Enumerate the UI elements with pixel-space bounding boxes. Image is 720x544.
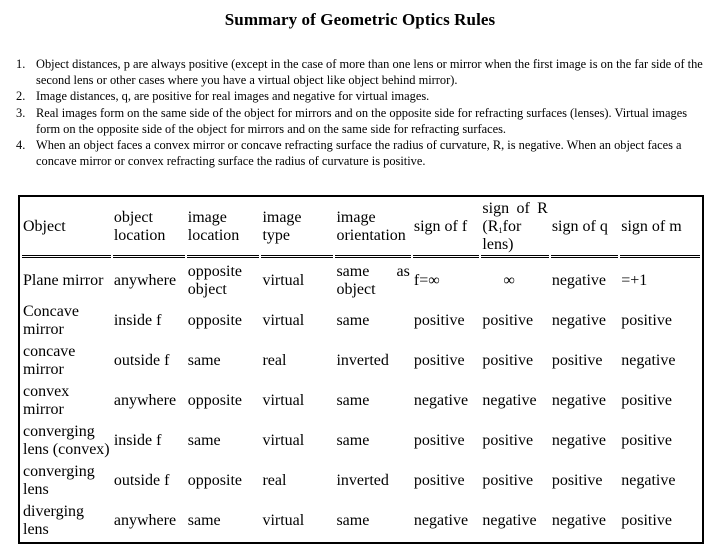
cell-image-location: same: [187, 512, 221, 529]
cell-sign-of-f: negative: [413, 392, 469, 409]
list-item-number: 3.: [16, 105, 26, 120]
table-row: [22, 462, 700, 500]
table-header-row: [22, 199, 700, 258]
list-item-text: Real images form on the same side of the object for mirrors and on the opposite side for refracting surfaces (lenses). Virtual images form on the opposite side of the object for mirrors and on the same side for refracting surfaces.: [36, 105, 688, 136]
cell-sign-of-m: positive: [621, 312, 672, 329]
optics-rules-table-frame: [18, 195, 704, 544]
list-item: [12, 88, 708, 104]
cell-object: Plane mirror: [23, 272, 104, 289]
cell-sign-of-r: positive: [482, 312, 534, 329]
cell-sign-of-m: =+1: [621, 272, 648, 289]
cell-image-orientation: inverted: [336, 472, 389, 489]
cell-object-location: inside f: [113, 312, 162, 329]
sign-of-r-subscript: 1: [498, 224, 503, 235]
optics-rules-table: [20, 197, 702, 542]
cell-image-location: same: [187, 432, 221, 449]
column-header-sign-of-m: sign of m: [620, 199, 700, 258]
cell-sign-of-q: negative: [551, 392, 607, 409]
column-header-sign-of-r: [481, 199, 548, 258]
column-header-image-location: image location: [187, 199, 260, 258]
cell-sign-of-f: positive: [413, 432, 465, 449]
cell-sign-of-r: positive: [482, 472, 534, 489]
cell-image-orientation: same: [336, 512, 370, 529]
page-title: Summary of Geometric Optics Rules: [224, 10, 496, 29]
cell-sign-of-m: positive: [621, 512, 672, 529]
cell-sign-of-f: f=∞: [413, 272, 440, 289]
table-row: [22, 382, 700, 420]
cell-object: convex mirror: [23, 383, 70, 418]
cell-object-location: anywhere: [113, 272, 177, 289]
list-item: [12, 137, 708, 169]
cell-sign-of-q: negative: [551, 512, 607, 529]
cell-object-location: outside f: [113, 472, 170, 489]
cell-object: converging lens: [23, 463, 95, 498]
cell-object: Concave mirror: [23, 303, 79, 338]
cell-sign-of-q: positive: [551, 472, 603, 489]
column-header-sign-of-q: sign of q: [551, 199, 618, 258]
cell-sign-of-f: positive: [413, 312, 465, 329]
cell-image-type: virtual: [262, 512, 305, 529]
cell-image-location: opposite: [187, 472, 242, 489]
cell-sign-of-q: negative: [551, 272, 607, 289]
cell-sign-of-q: negative: [551, 312, 607, 329]
table-row: [22, 260, 700, 300]
cell-sign-of-r: negative: [482, 392, 537, 409]
cell-object-location: outside f: [113, 352, 170, 369]
cell-image-type: virtual: [262, 392, 305, 409]
cell-object-location: anywhere: [113, 392, 177, 409]
table-row: [22, 342, 700, 380]
cell-object: converging lens (convex): [23, 423, 110, 458]
table-row: [22, 422, 700, 460]
sign-of-r-prefix: (R: [482, 218, 499, 235]
cell-image-type: real: [262, 472, 287, 489]
cell-object-location: inside f: [113, 432, 162, 449]
cell-sign-of-r: ∞: [503, 272, 515, 289]
cell-sign-of-q: negative: [551, 432, 607, 449]
cell-sign-of-f: negative: [413, 512, 469, 529]
cell-image-location: opposite: [187, 392, 242, 409]
cell-image-location: opposite: [187, 312, 242, 329]
cell-sign-of-r: positive: [482, 432, 534, 449]
sign-of-r-line3: lens): [482, 236, 514, 253]
list-item-text: Object distances, p are always positive (except in the case of more than one lens or mirror when the first image is on the far side of the second lens or other cases where you have a virtual object like object behind mirror).: [36, 57, 703, 88]
sign-of-r-for: for: [502, 218, 522, 235]
cell-object: diverging lens: [23, 503, 85, 538]
list-item-number: 2.: [16, 89, 26, 104]
cell-sign-of-q: positive: [551, 352, 603, 369]
cell-image-orientation: inverted: [336, 352, 389, 369]
rules-list: [12, 56, 708, 169]
cell-sign-of-r: negative: [482, 512, 537, 529]
list-item-text: Image distances, q, are positive for real images and negative for virtual images.: [36, 89, 430, 104]
cell-sign-of-m: negative: [621, 352, 676, 369]
cell-sign-of-f: positive: [413, 472, 465, 489]
cell-sign-of-m: negative: [621, 472, 676, 489]
cell-image-type: virtual: [262, 312, 305, 329]
table-row: [22, 302, 700, 340]
list-item-text: When an object faces a convex mirror or concave refracting surface the radius of curvature, R, is negative. When an object faces a concave mirror or convex refracting surface the radius of curvature is positive.: [36, 138, 682, 169]
sign-of-r-line1: sign of R: [482, 200, 548, 217]
cell-image-orientation: same as object: [336, 263, 410, 298]
column-header-image-type: image type: [261, 199, 333, 258]
cell-sign-of-r: positive: [482, 352, 534, 369]
cell-image-orientation: same: [336, 432, 370, 449]
cell-image-orientation: same: [336, 392, 370, 409]
cell-object: concave mirror: [23, 343, 76, 378]
list-item-number: 4.: [16, 138, 26, 153]
column-header-image-orientation: image orientation: [335, 199, 410, 258]
cell-sign-of-m: positive: [621, 432, 672, 449]
list-item: [12, 56, 708, 88]
column-header-object-location: object location: [113, 199, 185, 258]
cell-image-type: virtual: [262, 272, 305, 289]
table-row: [22, 502, 700, 540]
list-item-number: 1.: [16, 57, 26, 71]
sign-of-r-line2: [482, 218, 547, 236]
cell-object-location: anywhere: [113, 512, 177, 529]
cell-image-orientation: same: [336, 312, 370, 329]
column-header-sign-of-f: sign of f: [413, 199, 480, 258]
cell-sign-of-f: positive: [413, 352, 465, 369]
table-body: [22, 260, 700, 540]
cell-sign-of-m: positive: [621, 392, 672, 409]
list-item: [12, 105, 708, 137]
column-header-object: Object: [22, 199, 111, 258]
cell-image-type: virtual: [262, 432, 305, 449]
cell-image-type: real: [262, 352, 287, 369]
cell-image-location: same: [187, 352, 221, 369]
cell-image-location: opposite object: [187, 263, 242, 298]
